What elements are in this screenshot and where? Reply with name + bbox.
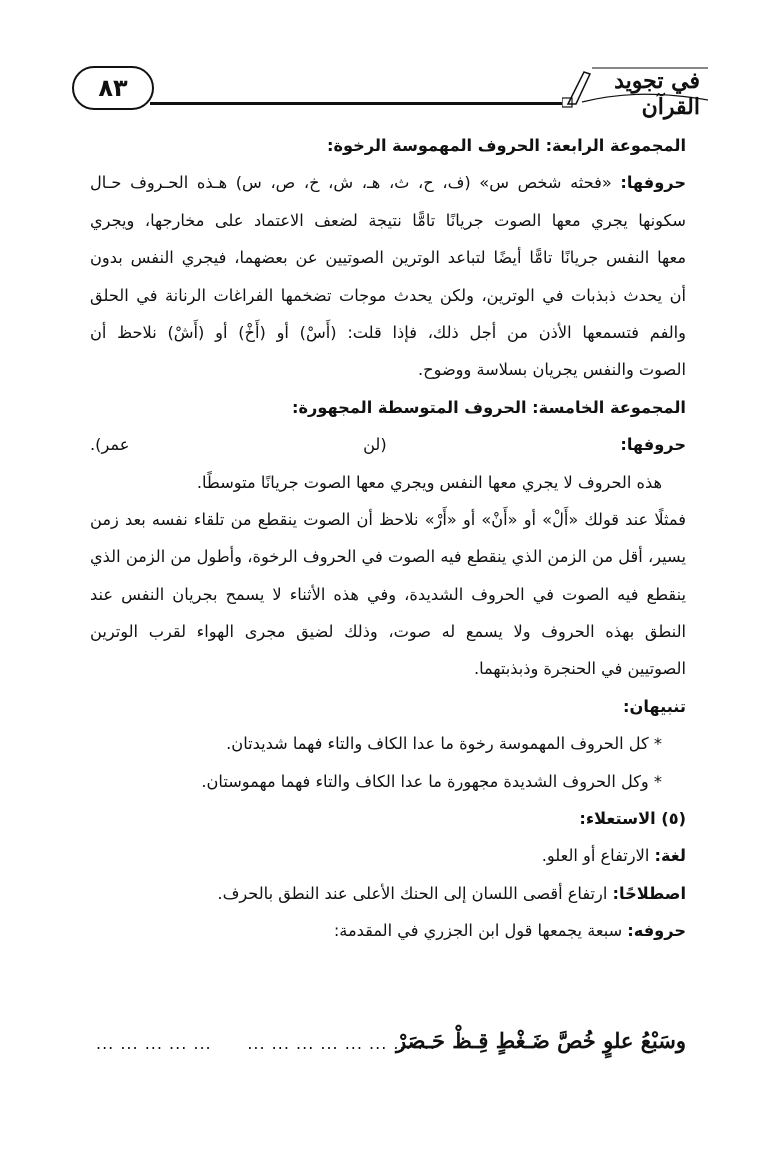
page-body <box>90 127 686 950</box>
text-line: فمثلًا عند قولك «أَلْ» أو «أَنْ» أو «أَرْ» نلاحظ أن الصوت ينقطع من تلقاء نفسه بعد زمن <box>90 509 686 529</box>
text-line <box>90 837 686 874</box>
line-lead-term: حروفها: <box>620 435 686 455</box>
text-line: * وكل الحروف الشديدة مجهورة ما عدا الكاف والتاء فهما مهموستان. <box>201 771 662 791</box>
text-line: الصوت والنفس يجريان بسلاسة ووضوح. <box>417 360 686 380</box>
section-heading: المجموعة الخامسة: الحروف المتوسطة المجهورة: <box>291 397 686 417</box>
verse-line <box>96 1028 686 1068</box>
section-heading: (٥) الاستعلاء: <box>579 809 686 829</box>
text-line: النطق بهذه الحروف ولا يسمع له صوت، وذلك لضيق مجرى الهواء لقرب الوترين <box>90 622 686 642</box>
header-rule <box>150 102 562 105</box>
text-line <box>90 912 686 949</box>
text-line <box>90 875 686 912</box>
text-line: * كل الحروف المهموسة رخوة ما عدا الكاف والتاء فهما شديدتان. <box>226 734 662 754</box>
text-line: يسير، أقل من الزمن الذي ينقطع فيه الصوت في الحروف الرخوة، وأطول من الزمن الذي <box>90 547 686 567</box>
line-rest: «فحثه شخص س» (ف، ح، ث، هـ، ش، خ، ص، س) هـذه الحـروف حـال <box>90 173 621 193</box>
line-rest: (لن عمر). <box>90 435 621 455</box>
page-number-badge <box>72 66 154 110</box>
section-heading: المجموعة الرابعة: الحروف المهموسة الرخوة: <box>327 136 686 155</box>
text-line: سكونها يجري معها الصوت جريانًا تامًّا نتيجة لضعف الاعتماد على مخارجها، ويجري <box>90 210 686 230</box>
text-line: معها النفس جريانًا تامًّا أيضًا لتباعد الوترين الصوتيين عن بعضهما، فيجري النفس بدون <box>90 248 686 268</box>
text-line <box>90 164 686 201</box>
text-line: الصوتيين في الحنجرة وذبذبتهما. <box>473 659 686 679</box>
text-line: هذه الحروف لا يجري معها النفس ويجري معها الصوت جريانًا متوسطًا. <box>196 472 662 492</box>
line-lead-term: حروفه: <box>627 921 686 941</box>
verse-text: وسَبْعُ علوٍ خُصَّ ضَـغْطٍ قِـظْ حَـصَرْ <box>396 1028 686 1053</box>
verse-dots-left: ... ... ... ... ... <box>96 1034 212 1053</box>
text-line: والفم فتسمعها الأذن من أجل ذلك، فإذا قلت: (أَسْ) أو (أَخْ) أو (أَشْ) نلاحظ أن <box>90 322 686 342</box>
verse-dots-right: ... ... ... ... ... ... ... ... <box>247 1034 436 1053</box>
text-line: أن يحدث ذبذبات في الوترين، ولكن يحدث موجات تضخمها الفراغات الرنانة في الحلق <box>90 285 686 305</box>
book-title: في تجويد القرآن <box>614 68 700 120</box>
line-lead-term: اصطلاحًا: <box>612 883 686 903</box>
line-rest: سبعة يجمعها قول ابن الجزري في المقدمة: <box>333 921 628 941</box>
line-rest: الارتفاع أو العلو. <box>541 846 655 866</box>
line-rest: ارتفاع أقصى اللسان إلى الحنك الأعلى عند النطق بالحرف. <box>217 883 613 903</box>
section-heading: تنبيهان: <box>623 696 686 716</box>
line-lead-term: لغة: <box>654 846 686 866</box>
text-line <box>90 426 686 463</box>
page-number: ٨٣ <box>98 74 128 102</box>
book-title-logo <box>562 62 712 120</box>
line-lead-term: حروفها: <box>620 173 686 193</box>
text-line: ينقطع فيه الصوت في الحروف الشديدة، وفي هذه الأثناء لا يسمح بجريان النفس عند <box>90 584 686 604</box>
page-header <box>72 58 712 118</box>
